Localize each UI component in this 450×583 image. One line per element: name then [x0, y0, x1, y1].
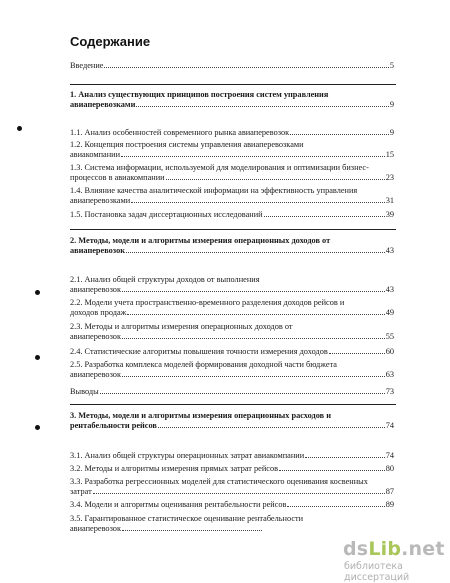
- toc-entry-1-2[interactable]: [70, 140, 394, 160]
- dot-leader: [264, 216, 385, 217]
- toc-entry-2-2[interactable]: [70, 298, 394, 318]
- toc-entry-1-1[interactable]: [70, 128, 394, 138]
- toc-page-number: 43: [385, 246, 394, 255]
- toc-entry-3-5[interactable]: [70, 514, 394, 534]
- dot-leader: [100, 393, 385, 394]
- dot-leader: [131, 202, 385, 203]
- toc-entry-2-1[interactable]: [70, 275, 394, 295]
- toc-page-number: 63: [385, 370, 394, 379]
- toc-page-number: 55: [385, 332, 394, 341]
- page-title: Содержание: [70, 34, 151, 49]
- toc-entry-text-line1: 1.3. Система информации, используемой для моделирования и оптимизации бизнес-: [70, 163, 369, 172]
- toc-page-number: 87: [385, 487, 394, 496]
- section-divider: [70, 229, 396, 230]
- toc-entry-text-line1: 2.1. Анализ общей структуры доходов от выполнения: [70, 275, 260, 284]
- toc-page-number: 15: [385, 150, 394, 159]
- toc-page-number: 60: [385, 347, 394, 356]
- toc-entry-text: Выводы: [70, 387, 99, 396]
- toc-entry-text: 3.4. Модели и алгоритмы оценивания рентабельности рейсов: [70, 500, 287, 509]
- toc-entry-text-line2: процессов в авиакомпании: [70, 173, 165, 182]
- toc-entry-1-4[interactable]: [70, 186, 394, 206]
- toc-page-number: 89: [385, 500, 394, 509]
- watermark-logo-lib: Lib: [368, 538, 402, 560]
- punch-hole-mark: [17, 126, 22, 131]
- dot-leader: [166, 179, 385, 180]
- toc-entry-1-5[interactable]: [70, 210, 394, 220]
- toc-entry-text-line1: 1.2. Концепция построения системы управления авиаперевозками: [70, 140, 304, 149]
- toc-page-number: 31: [385, 196, 394, 205]
- toc-entry-text-line1: 3.5. Гарантированное статистическое оценивание рентабельности: [70, 514, 304, 523]
- dot-leader: [305, 457, 385, 458]
- toc-entry-3-4[interactable]: [70, 500, 394, 510]
- toc-entry-1-3[interactable]: [70, 163, 394, 183]
- toc-entry-text-line2: авиакомпании: [70, 150, 121, 159]
- toc-entry-text-line2: авиаперевозок: [70, 285, 121, 294]
- toc-entry-2-4[interactable]: [70, 347, 394, 357]
- toc-entry-text-line2: авиаперевозок: [70, 370, 121, 379]
- toc-page-number: 80: [385, 464, 394, 473]
- toc-page-number: 9: [389, 128, 394, 137]
- toc-entry-3-1[interactable]: [70, 451, 394, 461]
- toc-entry-text: 1.1. Анализ особенностей современного рынка авиаперевозок: [70, 128, 290, 137]
- toc-chapter-title-line2: авиаперевозками: [70, 100, 136, 109]
- toc-chapter-title-line1: 1. Анализ существующих принципов построения систем управления: [70, 90, 329, 99]
- toc-entry-text: 3.2. Методы и алгоритмы измерения прямых затрат рейсов: [70, 464, 279, 473]
- toc-entry-text-line1: 2.2. Модели учета пространственно-временного разделения доходов рейсов и: [70, 298, 345, 307]
- toc-entry-text: 3.1. Анализ общей структуры операционных затрат авиакомпании: [70, 451, 305, 460]
- toc-entry-text: 2.4. Статистические алгоритмы повышения точности измерения доходов: [70, 347, 328, 356]
- toc-page-number: 5: [389, 61, 394, 70]
- dot-leader: [122, 530, 262, 531]
- dot-leader: [122, 338, 385, 339]
- dot-leader: [104, 67, 388, 68]
- dot-leader: [287, 506, 384, 507]
- section-divider: [70, 404, 396, 405]
- toc-entry-conclusions[interactable]: [70, 387, 394, 397]
- toc-page-number: 43: [385, 285, 394, 294]
- dot-leader: [136, 106, 388, 107]
- punch-hole-mark: [35, 425, 40, 430]
- section-divider: [70, 84, 396, 85]
- toc-entry-2-3[interactable]: [70, 322, 394, 342]
- dot-leader: [127, 314, 384, 315]
- toc-page-number: 49: [385, 308, 394, 317]
- toc-chapter-title-line1: 3. Методы, модели и алгоритмы измерения операционных расходов и: [70, 411, 332, 420]
- toc-page-number: 74: [385, 451, 394, 460]
- dslib-watermark-subtitle: библиотека диссертаций: [344, 561, 410, 583]
- dot-leader: [290, 134, 389, 135]
- toc-entry-3-2[interactable]: [70, 464, 394, 474]
- dot-leader: [93, 493, 385, 494]
- dot-leader: [279, 470, 385, 471]
- toc-entry-text-line1: 1.4. Влияние качества аналитической информации на эффективность управления: [70, 186, 358, 195]
- dslib-watermark-logo: [343, 538, 445, 560]
- toc-entry-2-5[interactable]: [70, 360, 394, 380]
- dot-leader: [122, 376, 385, 377]
- toc-entry-text: 1.5. Постановка задач диссертационных исследований: [70, 210, 263, 219]
- dot-leader: [329, 353, 385, 354]
- toc-entry-text-line1: 2.3. Методы и алгоритмы измерения операционных доходов от: [70, 322, 293, 331]
- dot-leader: [158, 427, 385, 428]
- punch-hole-mark: [35, 355, 40, 360]
- toc-chapter-2[interactable]: [70, 236, 394, 256]
- toc-page-number: 9: [389, 100, 394, 109]
- toc-page-number: 39: [385, 210, 394, 219]
- dot-leader: [121, 156, 385, 157]
- toc-entry-intro[interactable]: [70, 61, 394, 71]
- toc-entry-text-line1: 3.3. Разработка регрессионных моделей для статистического оценивания косвенных: [70, 477, 368, 486]
- toc-entry-text-line2: авиаперевозок: [70, 524, 121, 533]
- toc-entry-text-line1: 2.5. Разработка комплекса моделей формирования доходной части бюджета: [70, 360, 337, 369]
- toc-chapter-1[interactable]: [70, 90, 394, 110]
- toc-page-number: 73: [385, 387, 394, 396]
- toc-chapter-title-line2: авиаперевозок: [70, 246, 125, 255]
- dot-leader: [122, 291, 385, 292]
- toc-page-number: 74: [385, 421, 394, 430]
- punch-hole-mark: [35, 290, 40, 295]
- toc-entry-text-line2: авиаперевозок: [70, 332, 121, 341]
- watermark-logo-suffix: .net: [401, 538, 445, 560]
- toc-page-number: 23: [385, 173, 394, 182]
- dot-leader: [126, 252, 385, 253]
- toc-entry-3-3[interactable]: [70, 477, 394, 497]
- toc-entry-text-line2: авиаперевозками: [70, 196, 131, 205]
- watermark-logo-prefix: ds: [343, 538, 369, 560]
- toc-entry-text: Введение: [70, 61, 104, 70]
- toc-chapter-3[interactable]: [70, 411, 394, 431]
- toc-entry-text-line2: затрат: [70, 487, 92, 496]
- toc-chapter-title-line2: рентабельности рейсов: [70, 421, 157, 430]
- toc-chapter-title-line1: 2. Методы, модели и алгоритмы измерения операционных доходов от: [70, 236, 331, 245]
- toc-entry-text-line2: доходов продаж: [70, 308, 127, 317]
